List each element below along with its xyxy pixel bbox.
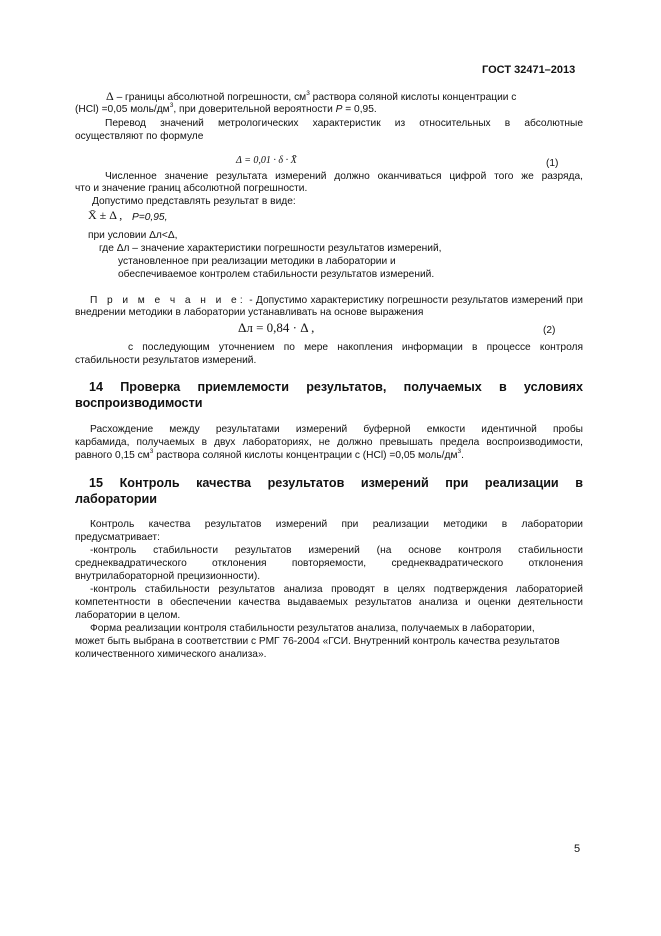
section-15-heading: 15 Контроль качества результатов измерений при реализации в (89, 476, 583, 490)
p4-line1: Допустимо представлять результат в виде: (92, 196, 296, 207)
p6-line2: карбамида, получаемых в двух лабораториях, не должно превышать предела воспроизводимости, (75, 437, 583, 448)
page-number: 5 (574, 843, 581, 855)
p3-line2: что и значение границ абсолютной погрешности. (75, 183, 308, 194)
p2-line1: Перевод значений метрологических характеристик из относительных в абсолютные (105, 118, 583, 129)
p10-line1: Форма реализации контроля стабильности результатов анализа, получаемых в лаборатории, (90, 623, 535, 634)
p6-sup1: 3 (149, 448, 154, 455)
paragraph-delta-definition (106, 90, 516, 104)
p7-line2: предусматривает: (75, 532, 160, 543)
p6-sup2: 3 (457, 448, 462, 455)
formula-1-number: (1) (546, 158, 559, 169)
p1-l2a: (HCl) =0,05 моль/дм (75, 104, 170, 115)
cond-line4: обеспечиваемое контролем стабильности результатов измерений. (118, 269, 435, 280)
note-line2: внедрении методики в лаборатории устанавливать на основе выражения (75, 307, 424, 318)
section-14-heading-line2: воспроизводимости (75, 396, 203, 410)
p1-sup2: 3 (169, 102, 174, 109)
p7-line1: Контроль качества результатов измерений при реализации методики в лаборатории (90, 519, 583, 530)
cond-line2: где Δл – значение характеристики погрешности результатов измерений, (99, 243, 442, 254)
cond-line3: установленное при реализации методики в лаборатории и (118, 256, 396, 267)
p8-line1: -контроль стабильности результатов измерений (на основе контроля стабильности (90, 545, 583, 556)
section-14-heading: 14 Проверка приемлемости результатов, получаемых в условиях (89, 380, 583, 394)
note-label: П р и м е ч а н и е: (90, 295, 246, 306)
p9-line1: -контроль стабильности результатов анализа проводят в целях подтверждения лабораторией (90, 584, 583, 595)
p10-line3: количественного химического анализа». (75, 649, 267, 660)
p1-line1b: раствора соляной кислоты концентрации с (309, 92, 517, 103)
p1-l2c: = 0,95. (342, 104, 377, 115)
cond-line1: при условии Δл<Δ, (88, 230, 178, 241)
result-probability: P=0,95, (132, 212, 168, 223)
result-expression: X̄ ± Δ , (88, 208, 123, 222)
formula-2-number: (2) (543, 325, 556, 336)
delta-symbol: Δ (106, 89, 114, 103)
formula-1: Δ = 0,01 · δ · X̄ (236, 155, 297, 166)
p6-line3 (75, 449, 464, 462)
p8-line3: внутрилабораторной прецизионности). (75, 571, 261, 582)
note-l1: - Допустимо характеристику погрешности результатов измерений при (245, 295, 584, 306)
p9-line2: компетентности в обеспечении качества выдаваемых результатов анализа и оценки деятельности (75, 597, 583, 608)
standard-number: ГОСТ 32471–2013 (482, 64, 576, 76)
p5-line2: стабильности результатов измерений. (75, 355, 257, 366)
p1-line2 (75, 103, 377, 116)
p6-l3b: раствора соляной кислоты концентрации с (HCl) =0,05 моль/дм (153, 450, 458, 461)
p6-l3c: . (461, 450, 464, 461)
section-15-heading-line2: лаборатории (75, 492, 158, 506)
p1-l2b: , при доверительной вероятности (173, 104, 333, 115)
p5-line1: с последующим уточнением по мере накопления информации в процессе контроля (128, 342, 583, 353)
p6-line1: Расхождение между результатами измерений буферной емкости идентичной пробы (90, 424, 583, 435)
p9-line3: лаборатории в целом. (75, 610, 181, 621)
p3-line1: Численное значение результата измерений должно оканчиваться цифрой того же разряда, (105, 171, 583, 182)
p6-l3a: равного 0,15 см (75, 450, 150, 461)
p1-sup1: 3 (306, 90, 310, 97)
p8-line2: среднеквадратического отклонения повторяемости, среднеквадратического отклонения (75, 558, 583, 569)
p2-line2: осуществляют по формуле (75, 131, 204, 142)
p1-p: P (335, 104, 343, 115)
formula-2: Δл = 0,84 · Δ , (238, 320, 315, 335)
p10-line2: может быть выбрана в соответствии с РМГ 76-2004 «ГСИ. Внутренний контроль качества результатов (75, 636, 560, 647)
p1-line1: – границы абсолютной погрешности, см (116, 92, 307, 103)
